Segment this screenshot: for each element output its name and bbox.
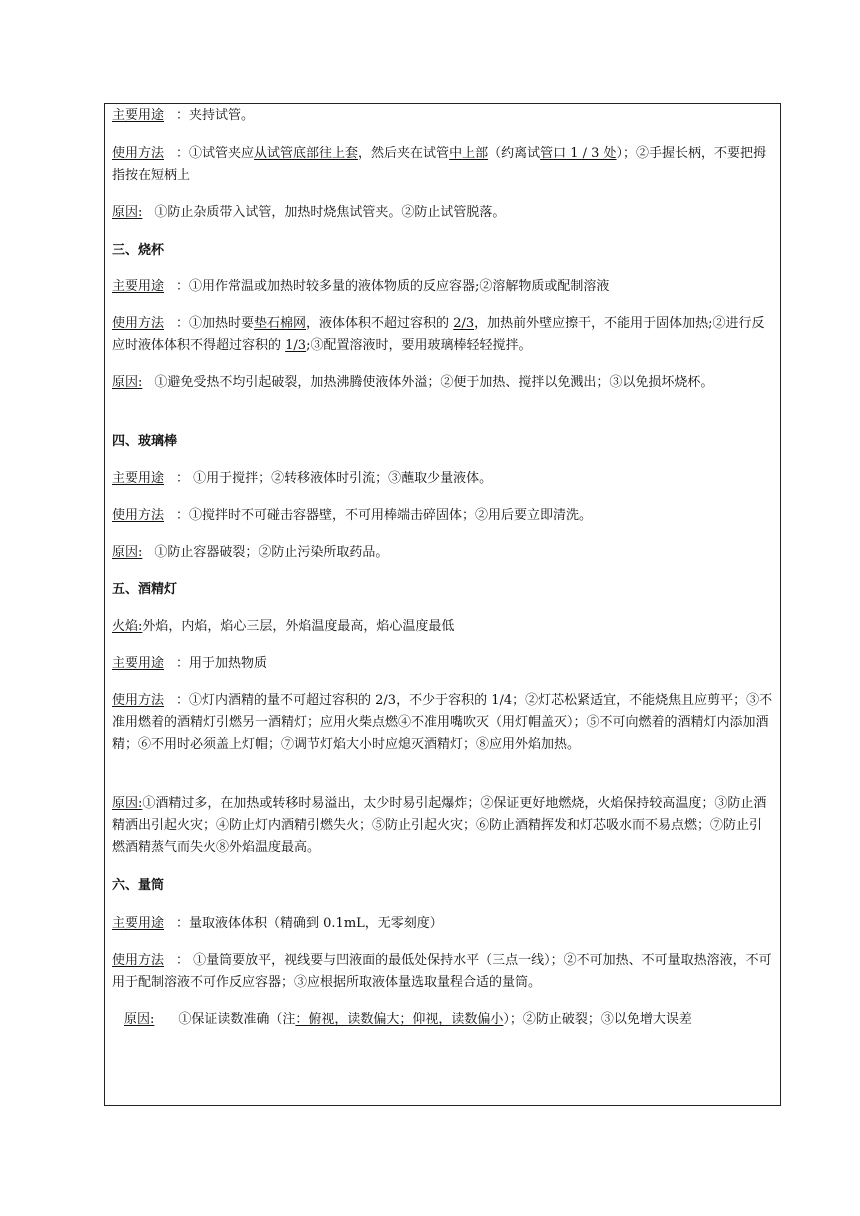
s2-reason: 原因: ①防止杂质带入试管，加热时烧焦试管夹。②防止试管脱落。 (112, 205, 506, 220)
s6-use: 主要用途 ：量取液体体积（精确到 0.1mL，无零刻度） (112, 916, 443, 931)
s4-use: 主要用途 ： ①用于搅拌；②转移液体时引流；③蘸取少量液体。 (112, 471, 493, 486)
s4-method: 使用方法 ：①搅拌时不可碰击容器壁，不可用棒端击碎固体；②用后要立即清洗。 (112, 508, 593, 523)
s2-method: 使用方法 ：①试管夹应从试管底部往上套，然后夹在试管中上部（约离试管口 1 / 3 处）；②手握长柄，不要把拇指按在短柄上 (112, 146, 767, 183)
use-label: 主要用途 (112, 108, 165, 123)
s5-flame: 火焰:外焰，内焰，焰心三层，外焰温度最高，焰心温度最低 (112, 619, 455, 634)
s4-reason: 原因: ①防止容器破裂；②防止污染所取药品。 (112, 545, 389, 560)
s5-method: 使用方法 ：①灯内酒精的量不可超过容积的 2/3，不少于容积的 1/4；②灯芯松紧适宜，不能烧焦且应剪平；③不准用燃着的酒精灯引燃另一酒精灯；应用火柴点燃④不准用嘴吹灭（用灯帽盖灭）；⑤不可向燃着的酒精灯内添加酒精；⑥不用时必须盖上灯帽；⑦调节灯焰大小时应熄灭酒精灯；⑧应用外焰加热。 (112, 693, 773, 752)
section-title-alcohol-lamp: 五、酒精灯 (112, 582, 178, 597)
s6-method: 使用方法 ： ①量筒要放平，视线要与凹液面的最低处保持水平（三点一线）；②不可加热、不可量取热溶液，不可用于配制溶液不可作反应容器；③应根据所取液体量选取量程合适的量筒。 (112, 953, 772, 990)
s5-use: 主要用途 ：用于加热物质 (112, 656, 268, 671)
s3-reason: 原因: ①避免受热不均引起破裂，加热沸腾使液体外溢；②便于加热、搅拌以免溅出；③以免损坏烧杯。 (112, 375, 714, 390)
s3-use: 主要用途 ：①用作常温或加热时较多量的液体物质的反应容器;②溶解物质或配制溶液 (112, 279, 610, 294)
s2-use: 主要用途 ：夹持试管。 (112, 108, 255, 123)
section-title-beaker: 三、烧杯 (112, 243, 165, 258)
reason-label: 原因: (112, 205, 143, 220)
section-title-graduated-cylinder: 六、量筒 (112, 878, 165, 893)
section-title-glass-rod: 四、玻璃棒 (112, 434, 178, 449)
s6-reason: 原因: ①保证读数准确（注：俯视，读数偏大；仰视，读数偏小）；②防止破裂；③以免增大误差 (124, 1012, 692, 1027)
method-label: 使用方法 (112, 146, 165, 161)
s3-method: 使用方法 ：①加热时要垫石棉网，液体体积不超过容积的 2/3，加热前外壁应擦干，不能用于固体加热;②进行反应时液体体积不得超过容积的 1/3;③配置溶液时，要用玻璃棒轻轻搅拌。 (112, 316, 765, 353)
s5-reason: 原因:①酒精过多，在加热或转移时易溢出，太少时易引起爆炸；②保证更好地燃烧，火焰保持较高温度；③防止酒精洒出引起火灾；④防止灯内酒精引燃失火；⑤防止引起火灾；⑥防止酒精挥发和灯芯吸水而不易点燃；⑦防止引燃酒精蒸气而失火⑧外焰温度最高。 (112, 796, 767, 855)
